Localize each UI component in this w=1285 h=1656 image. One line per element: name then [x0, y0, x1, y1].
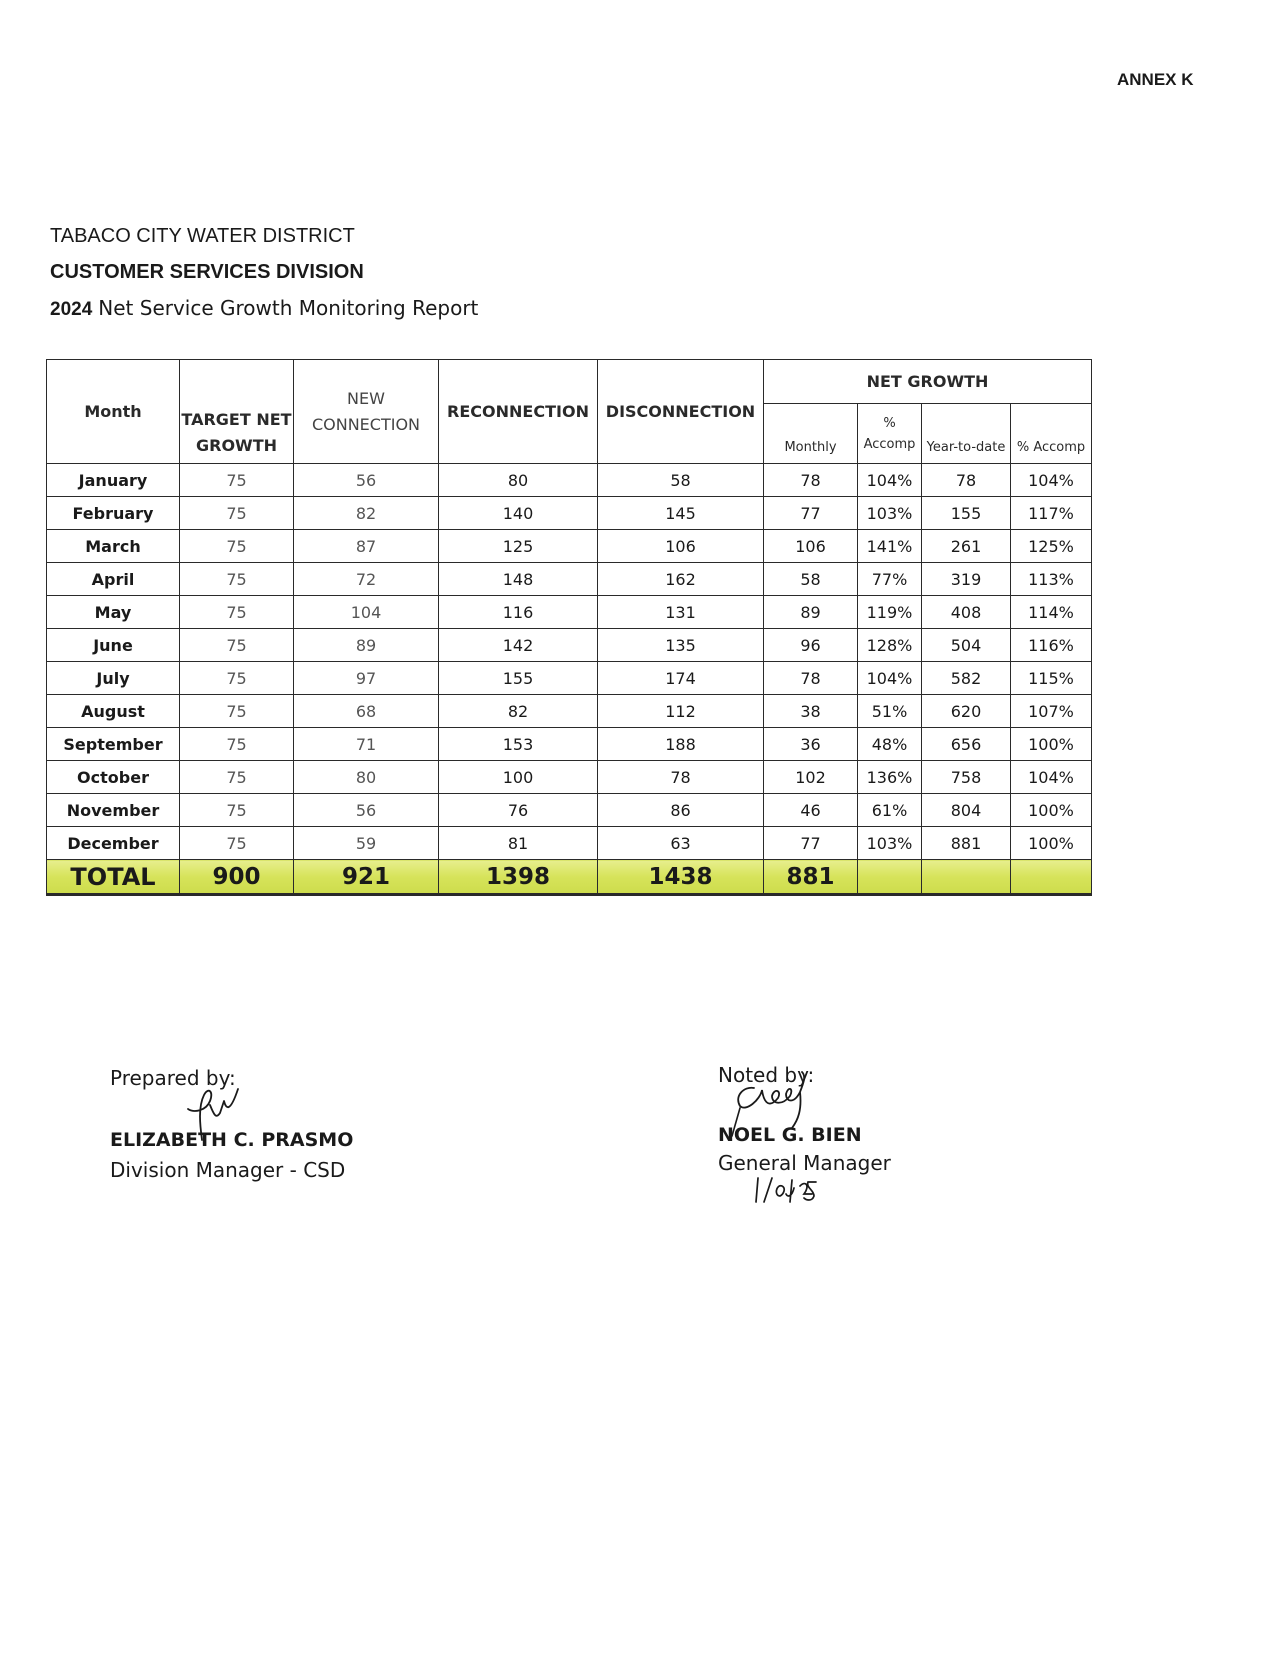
cell-target: 75	[180, 563, 294, 596]
cell-pct-accomp: 103%	[858, 827, 922, 860]
cell-new-connection: 82	[294, 497, 439, 530]
total-empty-cell	[858, 860, 922, 895]
cell-new-connection: 56	[294, 794, 439, 827]
net-growth-table	[46, 359, 1092, 896]
cell-new-connection: 56	[294, 464, 439, 497]
cell-disconnection: 78	[598, 761, 764, 794]
cell-ytd-pct-accomp: 100%	[1011, 794, 1092, 827]
cell-ytd-pct-accomp: 113%	[1011, 563, 1092, 596]
cell-ytd: 582	[922, 662, 1011, 695]
cell-reconnection: 140	[439, 497, 598, 530]
table-row	[47, 497, 1092, 530]
cell-new-connection: 68	[294, 695, 439, 728]
cell-reconnection: 116	[439, 596, 598, 629]
cell-month: April	[47, 563, 180, 596]
col-header-pct-accomp: % Accomp	[858, 404, 922, 464]
table-row	[47, 794, 1092, 827]
total-monthly: 881	[764, 860, 858, 895]
cell-pct-accomp: 119%	[858, 596, 922, 629]
table-row	[47, 464, 1092, 497]
noted-handwritten-date	[748, 1172, 828, 1208]
report-title: Net Service Growth Monitoring Report	[98, 296, 479, 320]
cell-ytd: 78	[922, 464, 1011, 497]
cell-monthly: 106	[764, 530, 858, 563]
noted-by-label: Noted by:	[718, 1063, 815, 1087]
col-header-disconnection: DISCONNECTION	[598, 360, 764, 464]
table-row	[47, 563, 1092, 596]
cell-disconnection: 58	[598, 464, 764, 497]
col-header-net-growth: NET GROWTH	[764, 360, 1092, 404]
table-row	[47, 695, 1092, 728]
table-row	[47, 629, 1092, 662]
cell-ytd-pct-accomp: 100%	[1011, 728, 1092, 761]
cell-new-connection: 80	[294, 761, 439, 794]
table-row	[47, 662, 1092, 695]
cell-disconnection: 63	[598, 827, 764, 860]
cell-month: September	[47, 728, 180, 761]
cell-month: August	[47, 695, 180, 728]
col-header-reconnection: RECONNECTION	[439, 360, 598, 464]
cell-ytd: 504	[922, 629, 1011, 662]
cell-month: March	[47, 530, 180, 563]
total-reconnection: 1398	[439, 860, 598, 895]
annex-label: ANNEX K	[1117, 70, 1194, 89]
total-empty-cell	[1011, 860, 1092, 895]
cell-month: December	[47, 827, 180, 860]
cell-disconnection: 135	[598, 629, 764, 662]
cell-ytd-pct-accomp: 100%	[1011, 827, 1092, 860]
cell-pct-accomp: 77%	[858, 563, 922, 596]
cell-pct-accomp: 136%	[858, 761, 922, 794]
org-name: TABACO CITY WATER DISTRICT	[50, 225, 355, 247]
col-header-ytd-pct-accomp: % Accomp	[1011, 404, 1092, 464]
table-body	[47, 464, 1092, 860]
total-row	[47, 860, 1092, 895]
cell-pct-accomp: 128%	[858, 629, 922, 662]
cell-target: 75	[180, 464, 294, 497]
cell-ytd-pct-accomp: 114%	[1011, 596, 1092, 629]
cell-target: 75	[180, 497, 294, 530]
cell-new-connection: 72	[294, 563, 439, 596]
table-row	[47, 596, 1092, 629]
cell-ytd: 758	[922, 761, 1011, 794]
noted-by-name: NOEL G. BIEN	[718, 1124, 862, 1146]
prepared-by-position: Division Manager - CSD	[110, 1158, 346, 1182]
cell-month: July	[47, 662, 180, 695]
cell-reconnection: 142	[439, 629, 598, 662]
cell-month: January	[47, 464, 180, 497]
cell-target: 75	[180, 629, 294, 662]
cell-reconnection: 81	[439, 827, 598, 860]
cell-ytd-pct-accomp: 104%	[1011, 761, 1092, 794]
cell-target: 75	[180, 662, 294, 695]
cell-pct-accomp: 51%	[858, 695, 922, 728]
cell-ytd: 261	[922, 530, 1011, 563]
col-header-monthly: Monthly	[764, 404, 858, 464]
cell-pct-accomp: 104%	[858, 464, 922, 497]
cell-ytd: 408	[922, 596, 1011, 629]
cell-target: 75	[180, 761, 294, 794]
col-header-ytd: Year-to-date	[922, 404, 1011, 464]
cell-month: November	[47, 794, 180, 827]
cell-target: 75	[180, 728, 294, 761]
cell-reconnection: 148	[439, 563, 598, 596]
cell-month: May	[47, 596, 180, 629]
prepared-by-name: ELIZABETH C. PRASMO	[110, 1129, 354, 1151]
cell-new-connection: 104	[294, 596, 439, 629]
cell-ytd: 881	[922, 827, 1011, 860]
cell-new-connection: 87	[294, 530, 439, 563]
report-year: 2024	[50, 299, 93, 320]
cell-ytd-pct-accomp: 125%	[1011, 530, 1092, 563]
cell-ytd-pct-accomp: 104%	[1011, 464, 1092, 497]
cell-ytd: 319	[922, 563, 1011, 596]
cell-monthly: 77	[764, 827, 858, 860]
prepared-by-label: Prepared by:	[110, 1066, 236, 1090]
cell-disconnection: 106	[598, 530, 764, 563]
cell-disconnection: 188	[598, 728, 764, 761]
total-disconnection: 1438	[598, 860, 764, 895]
cell-month: October	[47, 761, 180, 794]
cell-ytd: 804	[922, 794, 1011, 827]
cell-monthly: 78	[764, 662, 858, 695]
cell-ytd-pct-accomp: 117%	[1011, 497, 1092, 530]
cell-disconnection: 174	[598, 662, 764, 695]
table-row	[47, 761, 1092, 794]
total-empty-cell	[922, 860, 1011, 895]
cell-new-connection: 59	[294, 827, 439, 860]
cell-new-connection: 71	[294, 728, 439, 761]
cell-reconnection: 100	[439, 761, 598, 794]
cell-reconnection: 82	[439, 695, 598, 728]
cell-target: 75	[180, 827, 294, 860]
cell-ytd-pct-accomp: 116%	[1011, 629, 1092, 662]
cell-pct-accomp: 104%	[858, 662, 922, 695]
cell-ytd: 620	[922, 695, 1011, 728]
cell-target: 75	[180, 794, 294, 827]
cell-target: 75	[180, 695, 294, 728]
cell-monthly: 96	[764, 629, 858, 662]
cell-monthly: 89	[764, 596, 858, 629]
cell-monthly: 46	[764, 794, 858, 827]
cell-ytd-pct-accomp: 115%	[1011, 662, 1092, 695]
cell-ytd: 155	[922, 497, 1011, 530]
noted-by-position: General Manager	[718, 1151, 891, 1175]
cell-ytd: 656	[922, 728, 1011, 761]
cell-monthly: 36	[764, 728, 858, 761]
cell-reconnection: 76	[439, 794, 598, 827]
cell-pct-accomp: 141%	[858, 530, 922, 563]
cell-disconnection: 162	[598, 563, 764, 596]
cell-new-connection: 97	[294, 662, 439, 695]
col-header-month: Month	[47, 360, 180, 464]
cell-pct-accomp: 103%	[858, 497, 922, 530]
cell-month: June	[47, 629, 180, 662]
cell-disconnection: 86	[598, 794, 764, 827]
cell-monthly: 102	[764, 761, 858, 794]
cell-reconnection: 125	[439, 530, 598, 563]
cell-monthly: 58	[764, 563, 858, 596]
cell-disconnection: 131	[598, 596, 764, 629]
cell-disconnection: 112	[598, 695, 764, 728]
cell-ytd-pct-accomp: 107%	[1011, 695, 1092, 728]
report-title-line	[50, 296, 478, 321]
division-name: CUSTOMER SERVICES DIVISION	[50, 261, 364, 283]
col-header-new-connection: NEW CONNECTION	[294, 360, 439, 464]
cell-target: 75	[180, 530, 294, 563]
cell-pct-accomp: 48%	[858, 728, 922, 761]
table-row	[47, 728, 1092, 761]
total-target: 900	[180, 860, 294, 895]
cell-monthly: 77	[764, 497, 858, 530]
cell-disconnection: 145	[598, 497, 764, 530]
cell-reconnection: 155	[439, 662, 598, 695]
cell-target: 75	[180, 596, 294, 629]
cell-new-connection: 89	[294, 629, 439, 662]
total-label: TOTAL	[47, 860, 180, 895]
cell-reconnection: 80	[439, 464, 598, 497]
total-new-connection: 921	[294, 860, 439, 895]
cell-monthly: 78	[764, 464, 858, 497]
cell-reconnection: 153	[439, 728, 598, 761]
cell-monthly: 38	[764, 695, 858, 728]
table-row	[47, 827, 1092, 860]
cell-pct-accomp: 61%	[858, 794, 922, 827]
table-row	[47, 530, 1092, 563]
cell-month: February	[47, 497, 180, 530]
col-header-target: TARGET NET GROWTH	[180, 360, 294, 464]
